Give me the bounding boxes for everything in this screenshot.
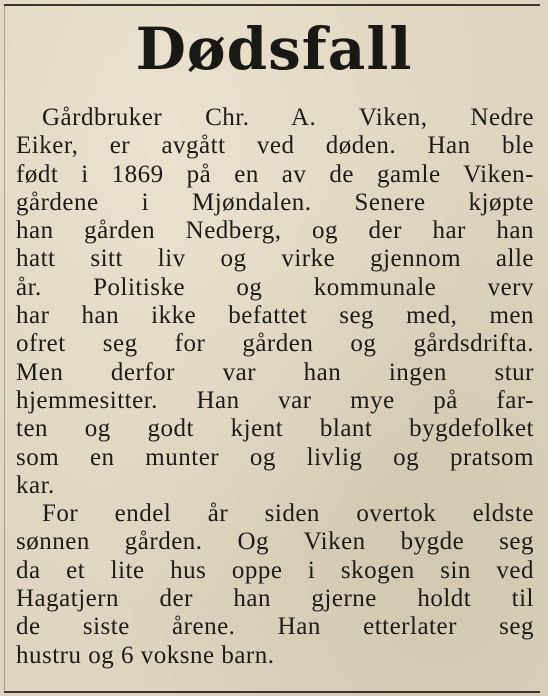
- text-line: ofret seg for gården og gårdsdrifta.: [16, 330, 534, 358]
- left-edge: [4, 4, 5, 692]
- text-line: sønnen gården. Og Viken bygde seg: [16, 528, 534, 556]
- text-line: Men derfor var han ingen stur: [16, 358, 534, 386]
- text-line: hjemmesitter. Han var mye på far-: [16, 386, 534, 414]
- text-line: Hagatjern der han gjerne holdt til: [16, 585, 534, 613]
- text-line: Eiker, er avgått ved døden. Han ble: [16, 132, 534, 160]
- text-line: de siste årene. Han etterlater seg: [16, 613, 534, 641]
- headline: Dødsfall: [135, 15, 413, 83]
- text-line: født i 1869 på en av de gamle Viken-: [16, 160, 534, 188]
- text-line: hatt sitt liv og virke gjennom alle: [16, 245, 534, 273]
- text-line: hustru og 6 voksne barn.: [16, 641, 275, 669]
- text-line: ten og godt kjent blant bygdefolket: [16, 415, 534, 443]
- text-line: For endel år siden overtok eldste: [42, 500, 534, 528]
- text-line: har han ikke befattet seg med, men: [16, 302, 534, 330]
- text-line: som en munter og livlig og pratsom: [16, 443, 534, 471]
- text-line: gårdene i Mjøndalen. Senere kjøpte: [16, 188, 534, 216]
- text-line: Gårdbruker Chr. A. Viken, Nedre: [42, 104, 534, 131]
- text-line: kar.: [16, 471, 55, 499]
- article-body: [16, 104, 534, 670]
- bottom-rule: [4, 691, 540, 693]
- text-line: da et lite hus oppe i skogen sin ved: [16, 556, 534, 584]
- text-line: han gården Nedberg, og der har han: [16, 217, 534, 245]
- text-line: år. Politiske og kommunale verv: [16, 273, 534, 301]
